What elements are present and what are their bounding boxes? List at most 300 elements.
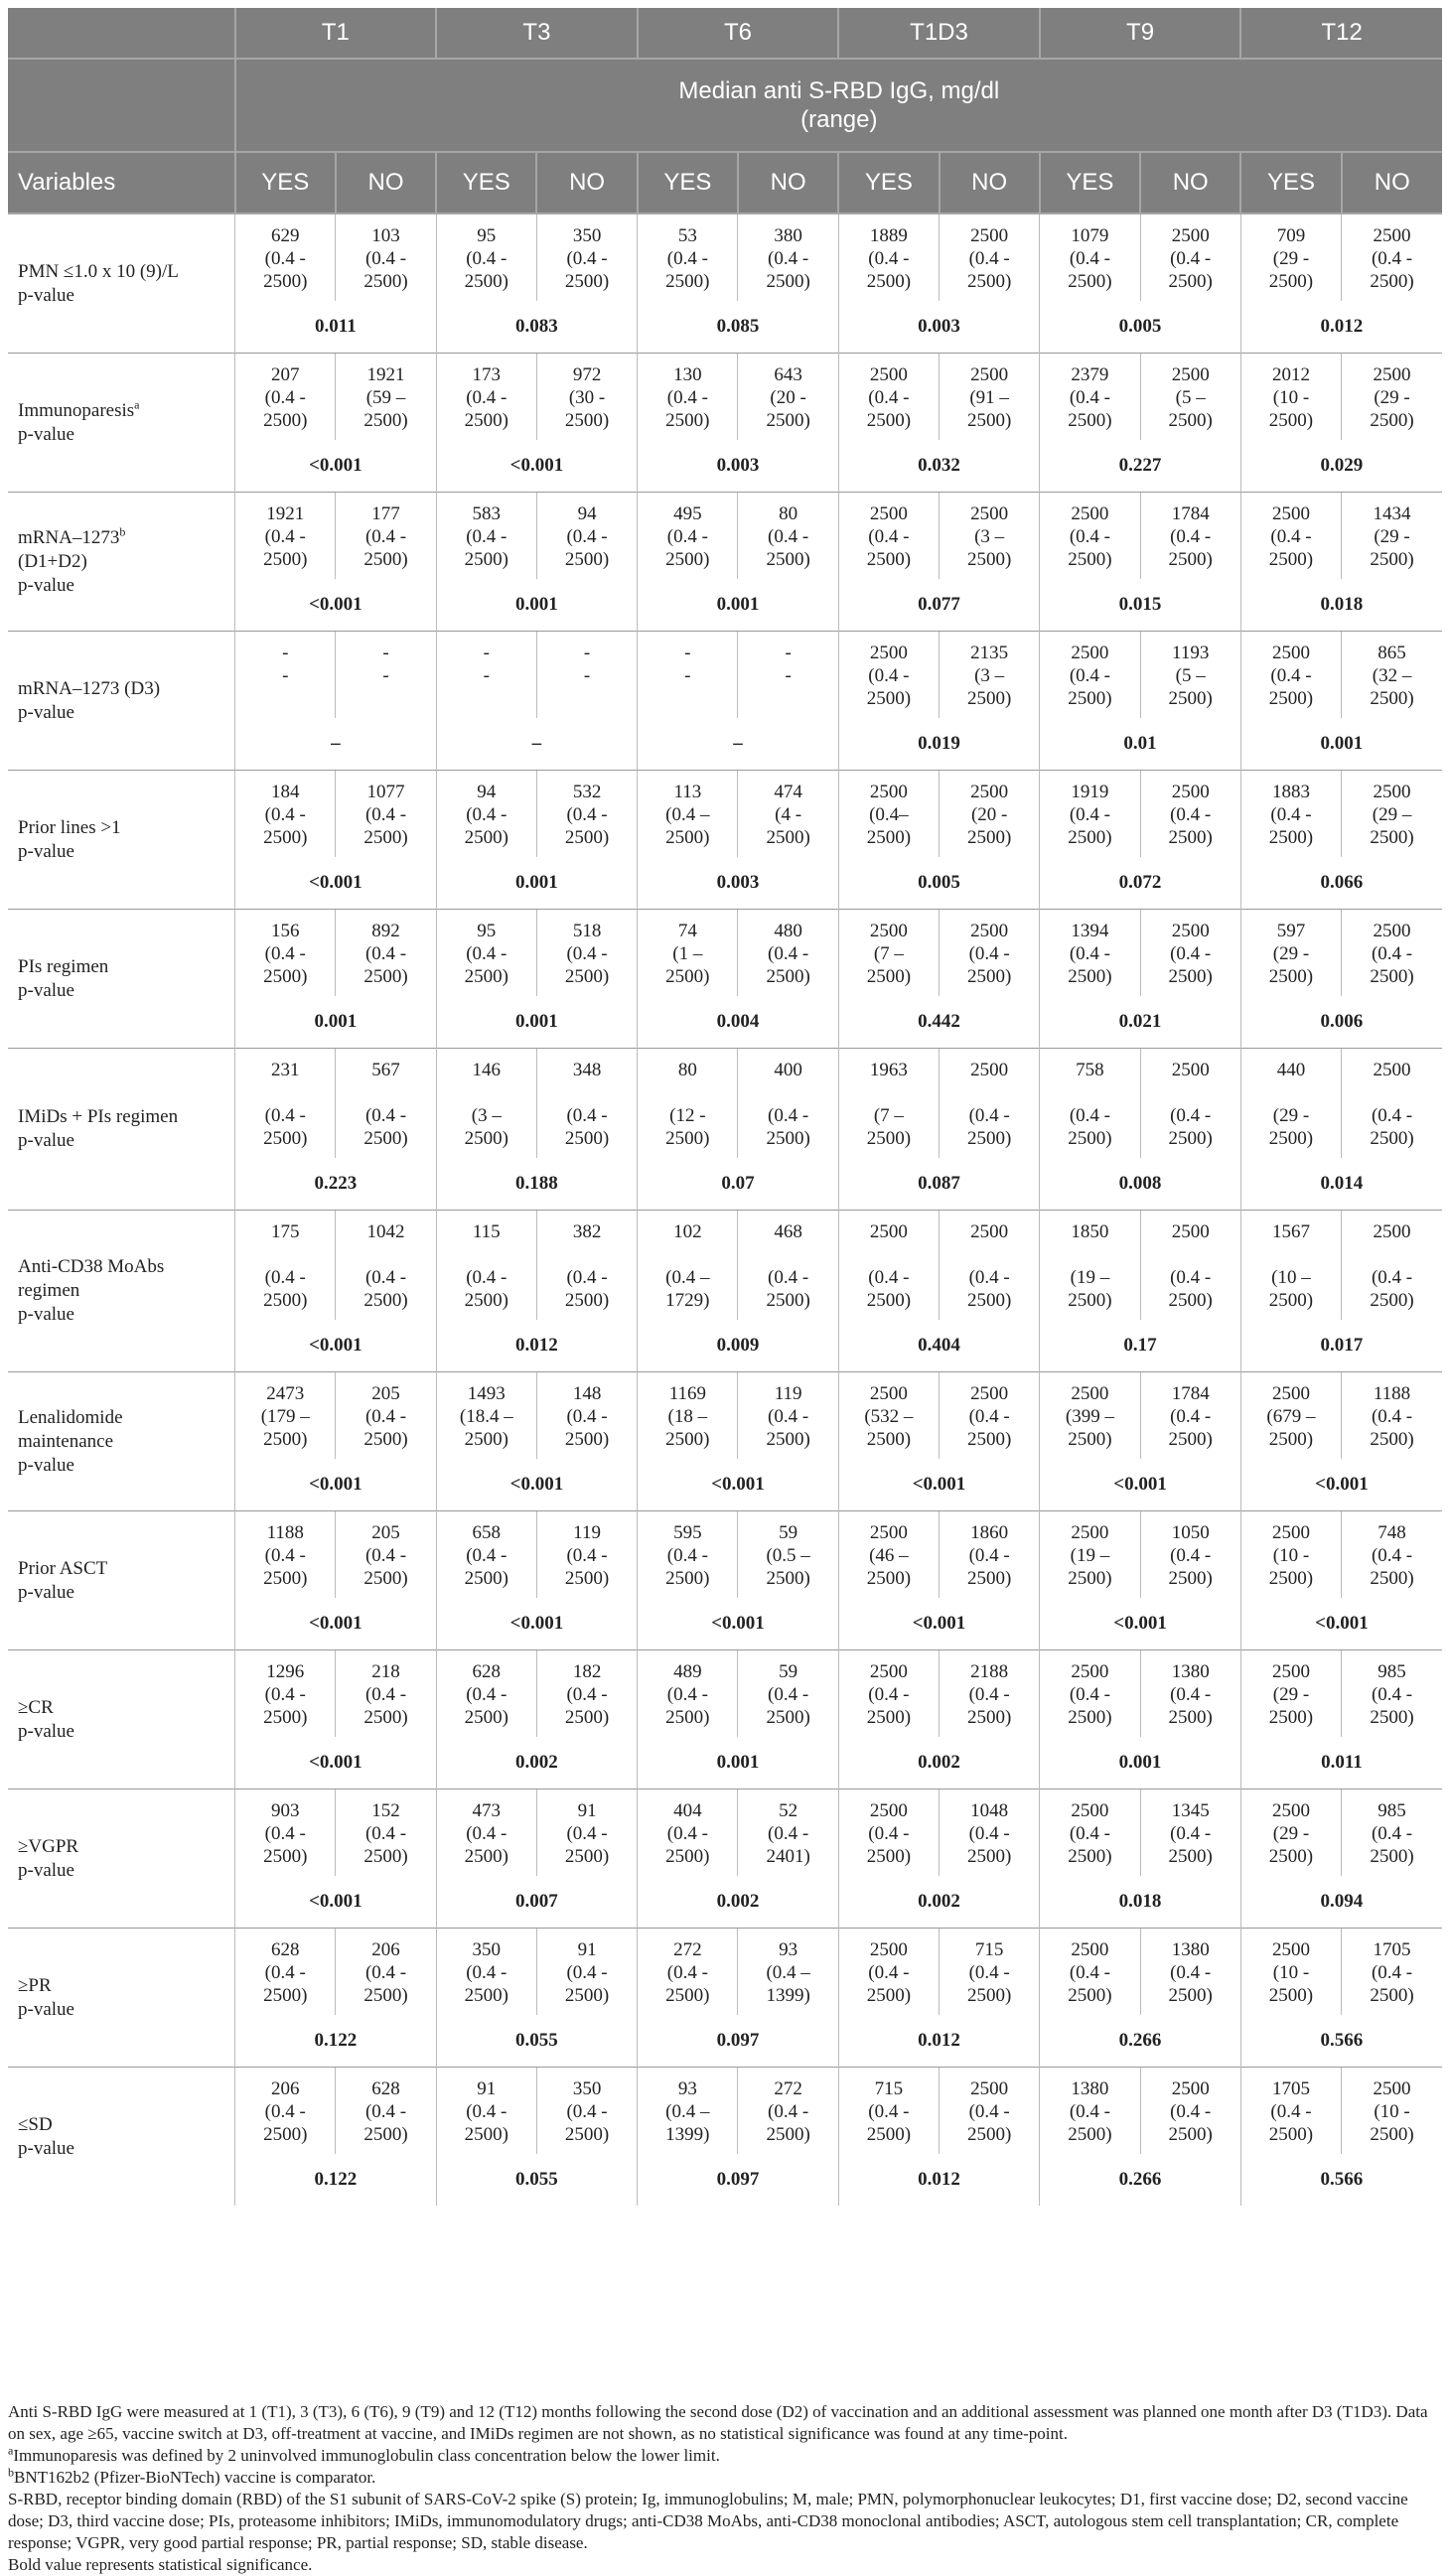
header-yes-label: YES <box>1040 152 1140 214</box>
median-range-yes: 1493 (18.4 – 2500) <box>436 1372 536 1460</box>
median-range-no: 2500 (3 – 2500) <box>940 493 1040 580</box>
header-yes-label: YES <box>638 152 738 214</box>
median-range-yes: 628 (0.4 - 2500) <box>436 1650 536 1738</box>
pvalue-cell: 0.404 <box>838 1320 1040 1372</box>
header-timepoint-t9: T9 <box>1040 8 1241 59</box>
median-range-no: 2500 (0.4 - 2500) <box>1140 2068 1240 2155</box>
median-range-yes: 2500 (0.4 - 2500) <box>1240 493 1341 580</box>
median-range-no: 59 (0.4 - 2500) <box>738 1650 838 1738</box>
header-measure-line1: Median anti S-RBD IgG, mg/dl <box>678 77 1000 104</box>
pvalue-cell: 0.021 <box>1040 996 1241 1049</box>
median-range-yes: 1705 (0.4 - 2500) <box>1240 2068 1341 2155</box>
variable-group <box>8 214 1442 354</box>
median-range-yes: 1963 (7 – 2500) <box>838 1049 939 1159</box>
header-no-label: NO <box>1140 152 1240 214</box>
variable-name: ≥VGPR <box>18 1835 79 1857</box>
variable-group <box>8 354 1442 493</box>
header-yes-label: YES <box>235 152 336 214</box>
variable-name-continued: regimen <box>18 1280 80 1301</box>
header-no-label: NO <box>738 152 838 214</box>
pvalue-cell: 0.266 <box>1040 2015 1241 2068</box>
median-range-no: 2500 (0.4 - 2500) <box>940 1372 1040 1460</box>
pvalue-label: p-value <box>18 423 74 445</box>
pvalue-cell: 0.029 <box>1240 440 1442 493</box>
variable-label-cell <box>8 493 235 632</box>
pvalue-cell: 0.001 <box>235 996 437 1049</box>
header-no-label: NO <box>1342 152 1442 214</box>
pvalue-cell: <0.001 <box>235 1320 437 1372</box>
median-range-yes: 2500 (399 – 2500) <box>1040 1372 1140 1460</box>
median-range-yes: 2500 (10 - 2500) <box>1240 1929 1341 2016</box>
footnote-marker: a <box>134 397 140 412</box>
variable-name: Prior lines >1 <box>18 816 121 838</box>
table-row <box>8 1049 1442 1159</box>
footnote-text: BNT162b2 (Pfizer-BioNTech) vaccine is comparator. <box>14 2468 376 2487</box>
pvalue-cell: 0.083 <box>436 301 638 354</box>
median-range-no: 985 (0.4 - 2500) <box>1342 1650 1442 1738</box>
median-range-yes: 2500 (0.4 - 2500) <box>1040 493 1140 580</box>
pvalue-label: p-value <box>18 284 74 306</box>
pvalue-cell: 0.066 <box>1240 857 1442 910</box>
pvalue-cell: <0.001 <box>436 1459 638 1511</box>
footnote-line <box>8 2467 1442 2489</box>
median-range-no: 1921 (59 – 2500) <box>336 354 436 441</box>
median-range-yes: 1850 (19 – 2500) <box>1040 1211 1140 1321</box>
variable-name: Prior ASCT <box>18 1557 108 1579</box>
median-range-yes: 628 (0.4 - 2500) <box>235 1929 336 2016</box>
median-range-no: 643 (20 - 2500) <box>738 354 838 441</box>
pvalue-label: p-value <box>18 1859 74 1881</box>
median-range-yes: 130 (0.4 - 2500) <box>638 354 738 441</box>
median-range-yes: 91 (0.4 - 2500) <box>436 2068 536 2155</box>
pvalue-cell: 0.001 <box>436 579 638 632</box>
header-row-measure <box>8 59 1442 152</box>
median-range-no: 119 (0.4 - 2500) <box>536 1511 637 1599</box>
table-row <box>8 1372 1442 1460</box>
median-range-no: 2500 (0.4 - 2500) <box>1140 1049 1240 1159</box>
median-range-yes: 1079 (0.4 - 2500) <box>1040 214 1140 301</box>
median-range-yes: 715 (0.4 - 2500) <box>838 2068 939 2155</box>
header-variables-label: Variables <box>8 152 235 214</box>
median-range-no: 350 (0.4 - 2500) <box>536 214 637 301</box>
table-row <box>8 1929 1442 2016</box>
pvalue-cell: 0.003 <box>638 440 839 493</box>
median-range-yes: 2500 (0.4 - 2500) <box>1040 1929 1140 2016</box>
median-range-yes: 903 (0.4 - 2500) <box>235 1789 336 1877</box>
pvalue-cell: <0.001 <box>838 1459 1040 1511</box>
variable-name: Anti-CD38 MoAbs <box>18 1256 165 1277</box>
median-range-no: - - <box>336 632 436 719</box>
median-range-no: 182 (0.4 - 2500) <box>536 1650 637 1738</box>
median-range-yes: 658 (0.4 - 2500) <box>436 1511 536 1599</box>
median-range-yes: 1921 (0.4 - 2500) <box>235 493 336 580</box>
median-range-yes: 2500 (0.4 - 2500) <box>838 632 939 719</box>
table-row <box>8 493 1442 580</box>
median-range-no: 103 (0.4 - 2500) <box>336 214 436 301</box>
pvalue-label: p-value <box>18 979 74 1001</box>
median-range-no: 2135 (3 – 2500) <box>940 632 1040 719</box>
median-range-no: 152 (0.4 - 2500) <box>336 1789 436 1877</box>
median-range-no: 2500 (20 - 2500) <box>940 771 1040 858</box>
pvalue-cell: <0.001 <box>235 857 437 910</box>
pvalue-cell: 0.003 <box>638 857 839 910</box>
header-measure-line2: (range) <box>800 106 878 133</box>
median-range-no: 865 (32 – 2500) <box>1342 632 1442 719</box>
pvalue-cell: 0.002 <box>838 1737 1040 1789</box>
pvalue-cell: <0.001 <box>436 1598 638 1650</box>
pvalue-cell: <0.001 <box>638 1459 839 1511</box>
median-range-yes: 2500 (7 – 2500) <box>838 910 939 997</box>
median-range-yes: 53 (0.4 - 2500) <box>638 214 738 301</box>
median-range-no: 148 (0.4 - 2500) <box>536 1372 637 1460</box>
median-range-no: 218 (0.4 - 2500) <box>336 1650 436 1738</box>
variable-label-cell <box>8 632 235 771</box>
pvalue-cell: 0.223 <box>235 1158 437 1211</box>
median-range-yes: 404 (0.4 - 2500) <box>638 1789 738 1877</box>
pvalue-cell: 0.085 <box>638 301 839 354</box>
median-range-yes: - - <box>638 632 738 719</box>
pvalue-cell: 0.055 <box>436 2015 638 2068</box>
median-range-no: 2500 (0.4 - 2500) <box>1342 910 1442 997</box>
footnote-marker: b <box>119 524 126 539</box>
median-range-no: 2188 (0.4 - 2500) <box>940 1650 1040 1738</box>
pvalue-cell: 0.018 <box>1040 1876 1241 1929</box>
header-blank <box>8 8 235 59</box>
pvalue-cell: 0.188 <box>436 1158 638 1211</box>
median-range-yes: 709 (29 - 2500) <box>1240 214 1341 301</box>
pvalue-cell: 0.008 <box>1040 1158 1241 1211</box>
pvalue-label: p-value <box>18 1581 74 1603</box>
median-range-no: 91 (0.4 - 2500) <box>536 1789 637 1877</box>
variable-label-cell <box>8 1372 235 1511</box>
footnote-line: S-RBD, receptor binding domain (RBD) of the S1 subunit of SARS-CoV-2 spike (S) protein; Ig, immunoglobulins; M, male; PMN, polymorphonuclear leukocytes; D1, first vaccine dose; D2, second vaccine dose; D3, third vaccine dose; PIs, proteasome inhibitors; IMiDs, immunomodulatory drugs; anti-CD38 MoAbs, anti-CD38 monoclonal antibodies; ASCT, autologous stem cell transplantation; CR, complete response; VGPR, very good partial response; PR, partial response; SD, stable disease. <box>8 2490 1408 2552</box>
pvalue-cell: 0.001 <box>1240 718 1442 771</box>
variable-name: mRNA–1273 <box>18 526 120 548</box>
median-range-yes: 1883 (0.4 - 2500) <box>1240 771 1341 858</box>
median-range-yes: 495 (0.4 - 2500) <box>638 493 738 580</box>
median-range-no: 2500 (0.4 - 2500) <box>1140 214 1240 301</box>
median-range-no: - - <box>738 632 838 719</box>
pvalue-cell: <0.001 <box>235 1598 437 1650</box>
median-range-yes: 2379 (0.4 - 2500) <box>1040 354 1140 441</box>
median-range-no: 206 (0.4 - 2500) <box>336 1929 436 2016</box>
pvalue-cell: 0.012 <box>1240 301 1442 354</box>
median-range-yes: 2500 (19 – 2500) <box>1040 1511 1140 1599</box>
pvalue-cell: 0.097 <box>638 2015 839 2068</box>
median-range-yes: 2473 (179 – 2500) <box>235 1372 336 1460</box>
median-range-no: 972 (30 - 2500) <box>536 354 637 441</box>
header-no-label: NO <box>940 152 1040 214</box>
pvalue-cell: 0.001 <box>1040 1737 1241 1789</box>
pvalue-cell: 0.077 <box>838 579 1040 632</box>
median-range-no: 2500 (10 - 2500) <box>1342 2068 1442 2155</box>
pvalue-cell: 0.003 <box>838 301 1040 354</box>
median-range-no: - - <box>536 632 637 719</box>
median-range-no: 52 (0.4 - 2401) <box>738 1789 838 1877</box>
median-range-yes: 1567 (10 – 2500) <box>1240 1211 1341 1321</box>
variable-group <box>8 910 1442 1049</box>
table-row <box>8 771 1442 858</box>
median-range-no: 2500 (0.4 - 2500) <box>1140 771 1240 858</box>
variable-name: Immunoparesis <box>18 399 135 421</box>
header-row-timepoints <box>8 8 1442 59</box>
variable-label-cell <box>8 1789 235 1929</box>
header-yes-label: YES <box>838 152 939 214</box>
pvalue-cell: 0.001 <box>638 579 839 632</box>
header-timepoint-t6: T6 <box>638 8 839 59</box>
median-range-no: 382 (0.4 - 2500) <box>536 1211 637 1321</box>
median-range-no: 1193 (5 – 2500) <box>1140 632 1240 719</box>
variable-group <box>8 771 1442 910</box>
median-range-no: 94 (0.4 - 2500) <box>536 493 637 580</box>
header-no-label: NO <box>536 152 637 214</box>
pvalue-label: p-value <box>18 840 74 862</box>
median-range-yes: 206 (0.4 - 2500) <box>235 2068 336 2155</box>
footnote-line <box>8 2445 1442 2467</box>
pvalue-cell: 0.227 <box>1040 440 1241 493</box>
median-range-yes: 489 (0.4 - 2500) <box>638 1650 738 1738</box>
median-range-yes: 95 (0.4 - 2500) <box>436 910 536 997</box>
median-range-yes: 2500 (0.4 - 2500) <box>838 1789 939 1877</box>
variable-group <box>8 1211 1442 1372</box>
median-range-yes: 1188 (0.4 - 2500) <box>235 1511 336 1599</box>
median-range-yes: - - <box>436 632 536 719</box>
pvalue-cell: <0.001 <box>1040 1459 1241 1511</box>
median-range-no: 474 (4 - 2500) <box>738 771 838 858</box>
median-range-yes: 2500 (10 - 2500) <box>1240 1511 1341 1599</box>
median-range-yes: 583 (0.4 - 2500) <box>436 493 536 580</box>
median-range-yes: 2500 (0.4 - 2500) <box>1040 632 1140 719</box>
pvalue-cell: 0.266 <box>1040 2154 1241 2206</box>
median-range-yes: 1394 (0.4 - 2500) <box>1040 910 1140 997</box>
pvalue-cell: 0.005 <box>838 857 1040 910</box>
pvalue-cell: 0.055 <box>436 2154 638 2206</box>
variable-group <box>8 1650 1442 1789</box>
variable-name: ≥CR <box>18 1696 54 1718</box>
pvalue-cell: <0.001 <box>1040 1598 1241 1650</box>
median-range-no: 1345 (0.4 - 2500) <box>1140 1789 1240 1877</box>
header-blank <box>8 59 235 152</box>
pvalue-cell: <0.001 <box>838 1598 1040 1650</box>
median-range-no: 1860 (0.4 - 2500) <box>940 1511 1040 1599</box>
variable-name: mRNA–1273 (D3) <box>18 677 161 699</box>
pvalue-cell: 0.122 <box>235 2154 437 2206</box>
median-range-no: 748 (0.4 - 2500) <box>1342 1511 1442 1599</box>
pvalue-cell: 0.001 <box>638 1737 839 1789</box>
pvalue-cell: 0.442 <box>838 996 1040 1049</box>
median-range-yes: 473 (0.4 - 2500) <box>436 1789 536 1877</box>
pvalue-label: p-value <box>18 574 74 596</box>
median-range-no: 380 (0.4 - 2500) <box>738 214 838 301</box>
median-range-yes: 156 (0.4 - 2500) <box>235 910 336 997</box>
median-range-yes: 2500 (679 – 2500) <box>1240 1372 1341 1460</box>
variable-label-cell <box>8 910 235 1049</box>
median-range-no: 892 (0.4 - 2500) <box>336 910 436 997</box>
pvalue-label: p-value <box>18 1720 74 1742</box>
variable-name-continued: (D1+D2) <box>18 550 87 572</box>
median-range-yes: 93 (0.4 – 1399) <box>638 2068 738 2155</box>
median-range-no: 532 (0.4 - 2500) <box>536 771 637 858</box>
variable-name: Lenalidomide <box>18 1406 123 1428</box>
pvalue-cell: <0.001 <box>1240 1459 1442 1511</box>
pvalue-cell: <0.001 <box>235 1737 437 1789</box>
median-range-no: 1048 (0.4 - 2500) <box>940 1789 1040 1877</box>
median-range-no: 1042 (0.4 - 2500) <box>336 1211 436 1321</box>
table-row <box>8 910 1442 997</box>
pvalue-cell: 0.002 <box>838 1876 1040 1929</box>
median-range-yes: 350 (0.4 - 2500) <box>436 1929 536 2016</box>
variable-name: ≤SD <box>18 2113 53 2135</box>
footnote-text: Immunoparesis was defined by 2 uninvolved immunoglobulin class concentration below the lower limit. <box>13 2446 720 2465</box>
pvalue-cell: 0.017 <box>1240 1320 1442 1372</box>
results-table-container <box>8 8 1442 2206</box>
median-range-no: 1380 (0.4 - 2500) <box>1140 1929 1240 2016</box>
median-range-no: 2500 (0.4 - 2500) <box>1342 1049 1442 1159</box>
pvalue-cell: 0.005 <box>1040 301 1241 354</box>
variable-name: IMiDs + PIs regimen <box>18 1106 179 1127</box>
table-footnotes <box>8 2401 1442 2576</box>
median-range-no: 1077 (0.4 - 2500) <box>336 771 436 858</box>
median-range-yes: 272 (0.4 - 2500) <box>638 1929 738 2016</box>
pvalue-cell: 0.122 <box>235 2015 437 2068</box>
header-no-label: NO <box>336 152 436 214</box>
median-range-no: 2500 (0.4 - 2500) <box>940 2068 1040 2155</box>
pvalue-label: p-value <box>18 701 74 723</box>
pvalue-cell: <0.001 <box>1240 1598 1442 1650</box>
pvalue-cell: 0.097 <box>638 2154 839 2206</box>
pvalue-cell: – <box>436 718 638 771</box>
median-range-no: 80 (0.4 - 2500) <box>738 493 838 580</box>
median-range-yes: 2500 (0.4 - 2500) <box>1040 1650 1140 1738</box>
header-timepoint-t1d3: T1D3 <box>838 8 1040 59</box>
median-range-yes: 2500 (0.4 - 2500) <box>1040 1789 1140 1877</box>
median-range-no: 119 (0.4 - 2500) <box>738 1372 838 1460</box>
median-range-yes: 102 (0.4 – 1729) <box>638 1211 738 1321</box>
pvalue-cell: 0.012 <box>436 1320 638 1372</box>
median-range-no: 1050 (0.4 - 2500) <box>1140 1511 1240 1599</box>
median-range-yes: 94 (0.4 - 2500) <box>436 771 536 858</box>
variable-group <box>8 1511 1442 1650</box>
median-range-yes: 115 (0.4 - 2500) <box>436 1211 536 1321</box>
pvalue-cell: 0.011 <box>235 301 437 354</box>
header-row-yes-no <box>8 152 1442 214</box>
footnote-marker: a <box>8 2443 14 2458</box>
median-range-yes: 629 (0.4 - 2500) <box>235 214 336 301</box>
median-range-no: 1380 (0.4 - 2500) <box>1140 1650 1240 1738</box>
median-range-yes: 2500 (0.4 - 2500) <box>838 1211 939 1321</box>
median-range-no: 2500 (0.4 - 2500) <box>1342 214 1442 301</box>
pvalue-cell: <0.001 <box>235 1459 437 1511</box>
median-range-no: 480 (0.4 - 2500) <box>738 910 838 997</box>
pvalue-cell: 0.006 <box>1240 996 1442 1049</box>
median-range-no: 2500 (0.4 - 2500) <box>940 1211 1040 1321</box>
median-range-no: 2500 (0.4 - 2500) <box>1140 1211 1240 1321</box>
table-row <box>8 1650 1442 1738</box>
variable-group <box>8 1929 1442 2068</box>
median-range-no: 348 (0.4 - 2500) <box>536 1049 637 1159</box>
median-range-yes: 2500 (0.4 - 2500) <box>838 1929 939 2016</box>
pvalue-cell: 0.01 <box>1040 718 1241 771</box>
variable-name: ≥PR <box>18 1974 52 1996</box>
variable-group <box>8 1372 1442 1511</box>
median-range-no: 59 (0.5 – 2500) <box>738 1511 838 1599</box>
median-range-no: 93 (0.4 – 1399) <box>738 1929 838 2016</box>
pvalue-cell: 0.002 <box>638 1876 839 1929</box>
median-range-no: 205 (0.4 - 2500) <box>336 1511 436 1599</box>
table-header <box>8 8 1442 214</box>
variable-group <box>8 632 1442 771</box>
median-range-yes: 2500 (0.4– 2500) <box>838 771 939 858</box>
median-range-yes: 2500 (29 - 2500) <box>1240 1789 1341 1877</box>
median-range-yes: 207 (0.4 - 2500) <box>235 354 336 441</box>
median-range-no: 400 (0.4 - 2500) <box>738 1049 838 1159</box>
pvalue-cell: 0.007 <box>436 1876 638 1929</box>
median-range-no: 567 (0.4 - 2500) <box>336 1049 436 1159</box>
pvalue-cell: 0.002 <box>436 1737 638 1789</box>
pvalue-cell: 0.015 <box>1040 579 1241 632</box>
median-range-yes: 1169 (18 – 2500) <box>638 1372 738 1460</box>
median-range-no: 205 (0.4 - 2500) <box>336 1372 436 1460</box>
median-range-yes: 1296 (0.4 - 2500) <box>235 1650 336 1738</box>
header-measure-title <box>235 59 1442 152</box>
table-row <box>8 1789 1442 1877</box>
median-range-no: 985 (0.4 - 2500) <box>1342 1789 1442 1877</box>
median-range-no: 177 (0.4 - 2500) <box>336 493 436 580</box>
pvalue-cell: – <box>638 718 839 771</box>
median-range-no: 2500 (0.4 - 2500) <box>940 910 1040 997</box>
header-yes-label: YES <box>1240 152 1341 214</box>
median-range-no: 272 (0.4 - 2500) <box>738 2068 838 2155</box>
pvalue-label: p-value <box>18 1454 74 1476</box>
median-range-yes: 231 (0.4 - 2500) <box>235 1049 336 1159</box>
variable-label-cell <box>8 1049 235 1211</box>
table-row <box>8 2068 1442 2155</box>
pvalue-cell: 0.001 <box>436 996 638 1049</box>
median-range-no: 2500 (91 – 2500) <box>940 354 1040 441</box>
median-range-no: 468 (0.4 - 2500) <box>738 1211 838 1321</box>
table-row <box>8 632 1442 719</box>
variable-label-cell <box>8 2068 235 2207</box>
median-range-yes: 440 (29 - 2500) <box>1240 1049 1341 1159</box>
median-range-yes: 74 (1 – 2500) <box>638 910 738 997</box>
median-range-no: 2500 (29 – 2500) <box>1342 771 1442 858</box>
median-range-no: 1784 (0.4 - 2500) <box>1140 1372 1240 1460</box>
header-timepoint-t1: T1 <box>235 8 437 59</box>
pvalue-cell: 0.001 <box>436 857 638 910</box>
variable-name-continued: maintenance <box>18 1430 114 1452</box>
median-range-yes: 2500 (46 – 2500) <box>838 1511 939 1599</box>
variable-label-cell <box>8 1929 235 2068</box>
variable-name: PIs regimen <box>18 955 109 977</box>
variable-label-cell <box>8 1211 235 1372</box>
variable-label-cell <box>8 354 235 493</box>
median-range-yes: 758 (0.4 - 2500) <box>1040 1049 1140 1159</box>
median-range-yes: 1380 (0.4 - 2500) <box>1040 2068 1140 2155</box>
results-table <box>8 8 1442 2206</box>
median-range-yes: 146 (3 – 2500) <box>436 1049 536 1159</box>
variable-name: PMN ≤1.0 x 10 (9)/L <box>18 260 179 282</box>
pvalue-cell: <0.001 <box>235 1876 437 1929</box>
table-row <box>8 354 1442 441</box>
variable-group <box>8 2068 1442 2207</box>
table-row <box>8 214 1442 301</box>
pvalue-cell: 0.17 <box>1040 1320 1241 1372</box>
pvalue-cell: 0.019 <box>838 718 1040 771</box>
pvalue-label: p-value <box>18 1130 74 1151</box>
median-range-yes: - - <box>235 632 336 719</box>
pvalue-cell: <0.001 <box>235 440 437 493</box>
median-range-no: 628 (0.4 - 2500) <box>336 2068 436 2155</box>
